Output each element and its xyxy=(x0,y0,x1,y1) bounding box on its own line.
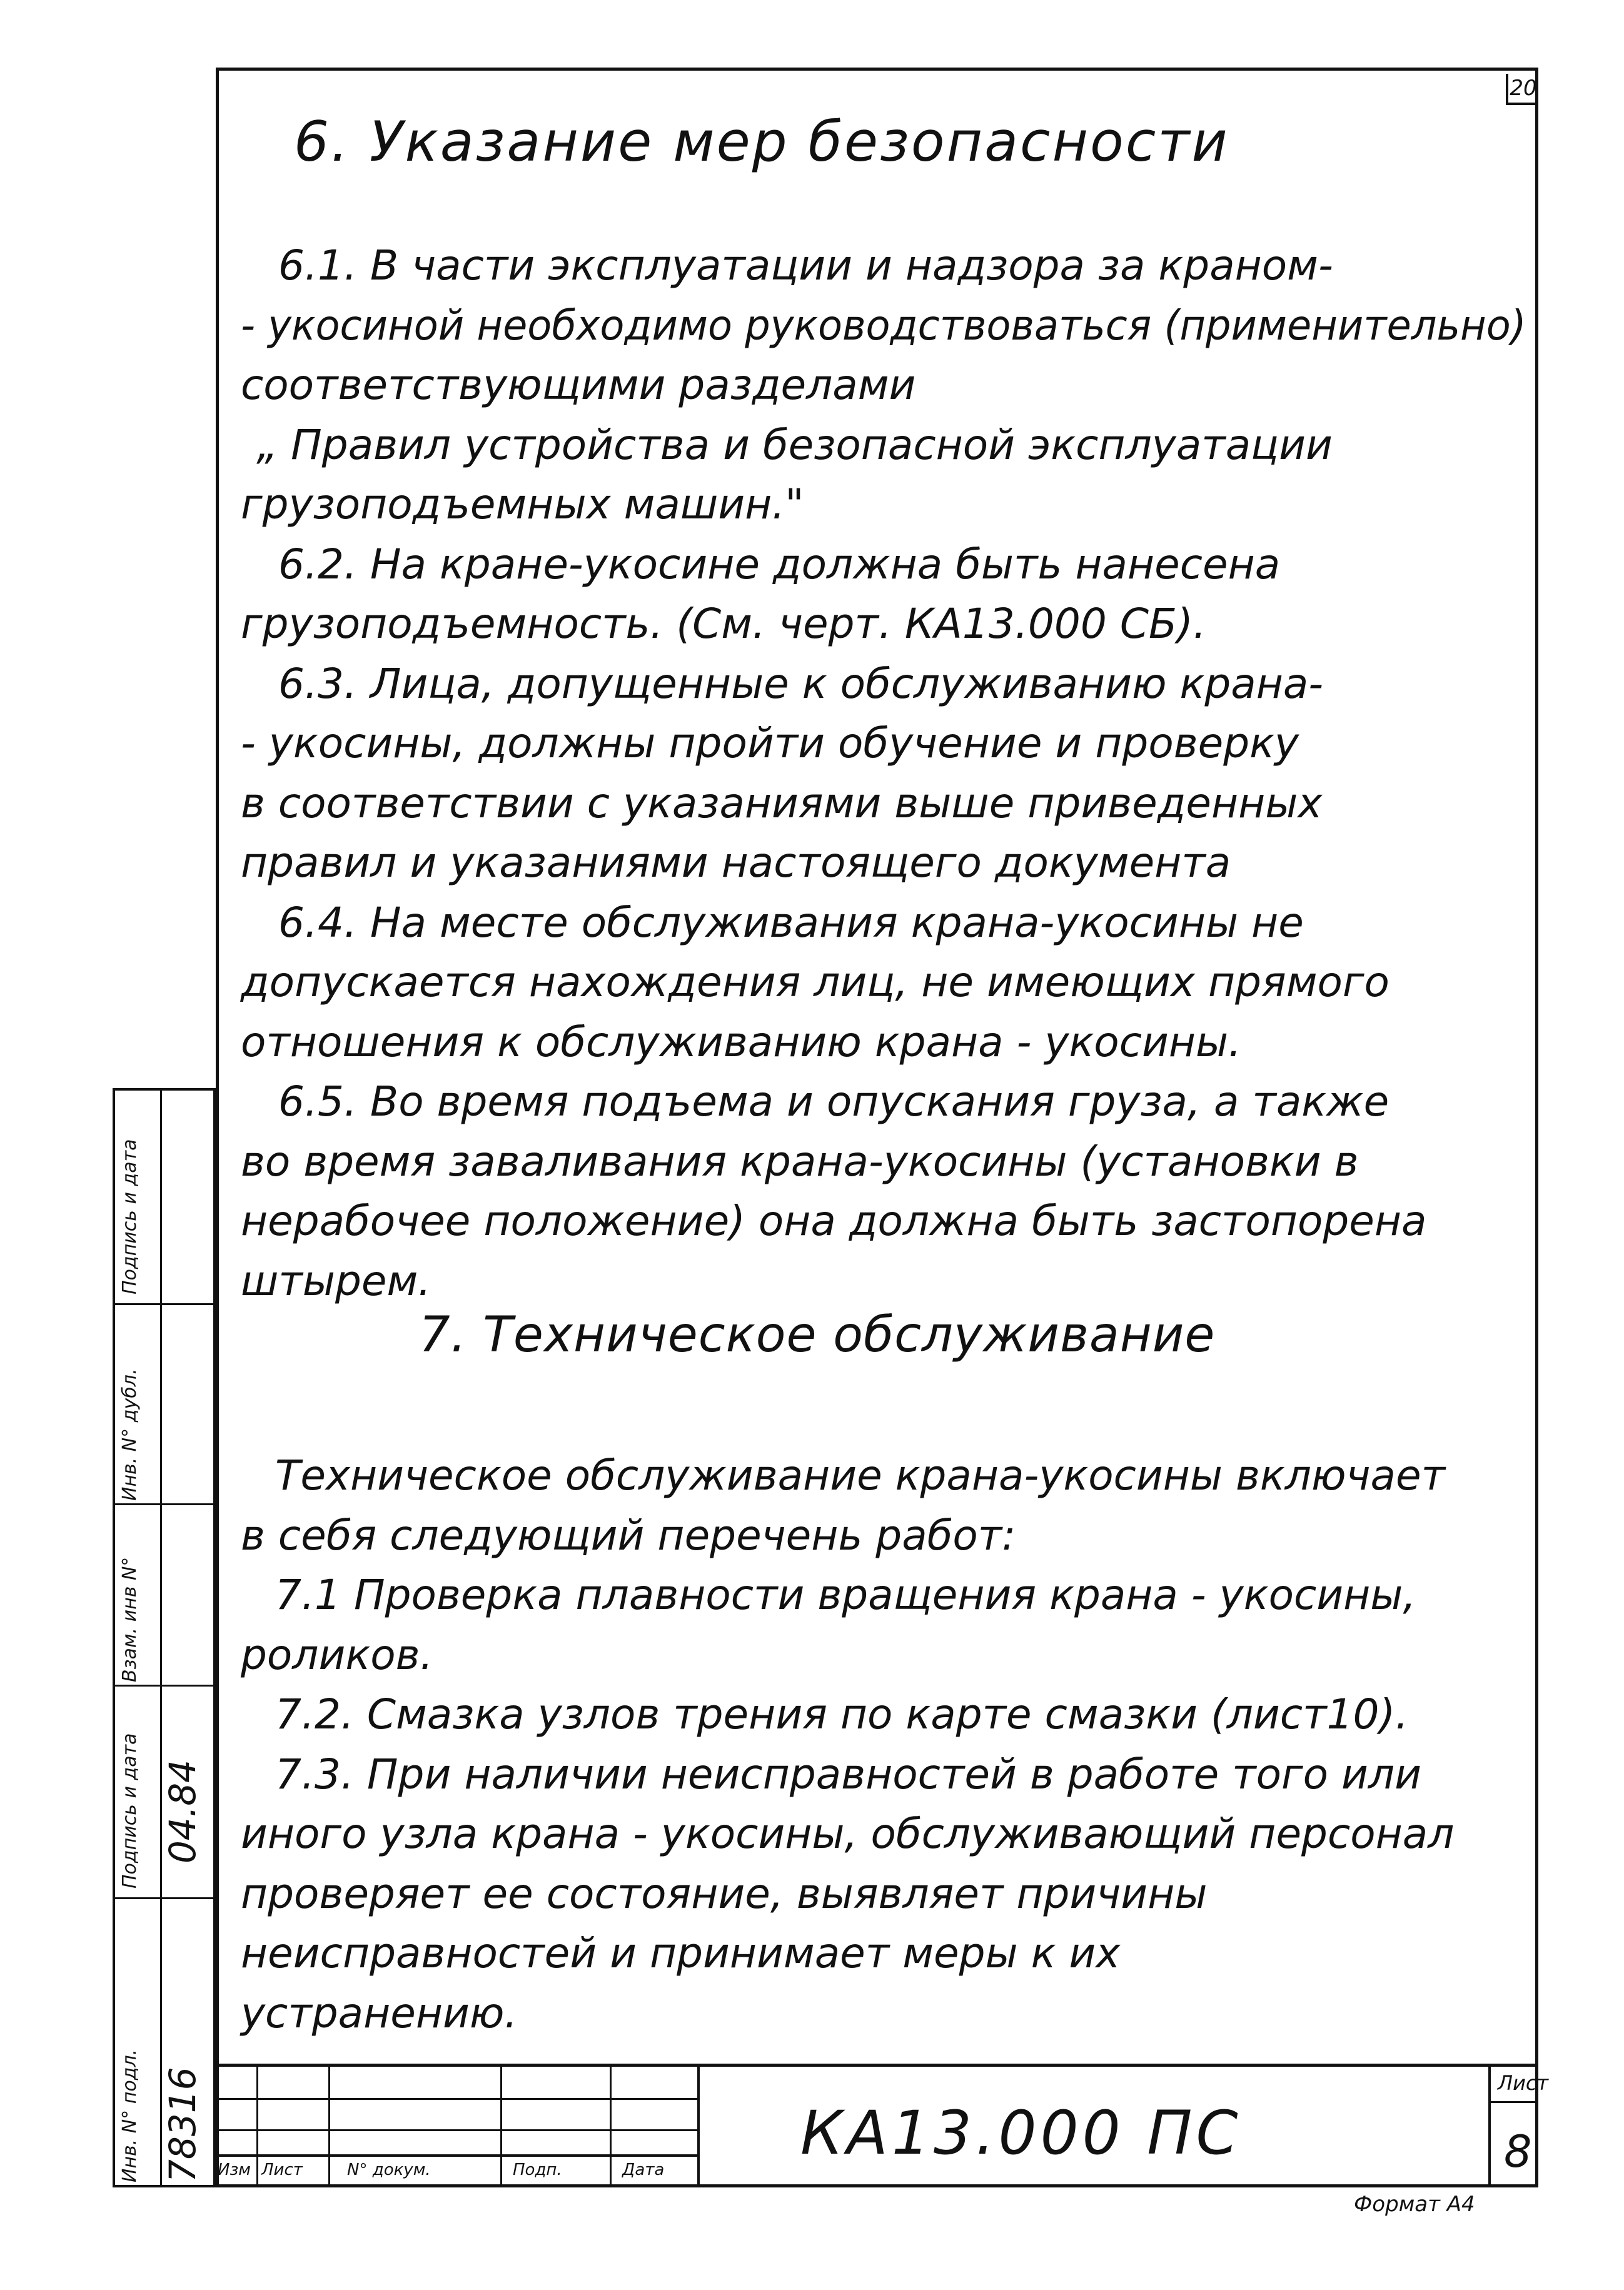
tb-col-docnum: N° докум. xyxy=(347,2161,431,2179)
tb-col-podp: Подп. xyxy=(513,2161,562,2179)
section6-line: - укосины, должны пройти обучение и проверку xyxy=(241,719,1299,767)
section6-line: 6.4. На месте обслуживания крана-укосины не xyxy=(278,898,1304,947)
section7-line: Техническое обслуживание крана-укосины включает xyxy=(275,1451,1446,1500)
document-code: КА13.000 ПС xyxy=(800,2098,1242,2168)
section6-line: штырем. xyxy=(241,1256,431,1305)
section6-line: 6.2. На кране-укосине должна быть нанесена xyxy=(278,540,1281,588)
stamp-label-inv-dubl: Инв. N° дубл. xyxy=(119,1368,141,1501)
section6-line: грузоподъемность. (См. черт. КА13.000 СБ). xyxy=(241,600,1206,648)
section6-title: 6. Указание мер безопасности xyxy=(294,109,1229,174)
section7-line: 7.1 Проверка плавности вращения крана - укосины, xyxy=(275,1571,1416,1619)
section7-line: 7.3. При наличии неисправностей в работе того или xyxy=(275,1750,1421,1798)
corner-page-number: 20 xyxy=(1506,74,1538,105)
format-label: Формат А4 xyxy=(1354,2192,1475,2217)
section6-line: 6.1. В части эксплуатации и надзора за краном- xyxy=(278,241,1333,290)
sheet-number: 8 xyxy=(1504,2126,1532,2177)
section6-line: нерабочее положение) она должна быть застопорена xyxy=(241,1197,1427,1245)
section7-line: проверяет ее состояние, выявляет причины xyxy=(241,1869,1208,1918)
section6-line: отношения к обслуживанию крана - укосины. xyxy=(241,1017,1242,1066)
tb-col-data: Дата xyxy=(622,2161,665,2179)
section7-line: роликов. xyxy=(241,1630,433,1679)
section6-line: соответствующими разделами xyxy=(241,361,916,409)
section6-line: правил и указаниями настоящего документа xyxy=(241,839,1231,887)
section7-line: в себя следующий перечень работ: xyxy=(241,1511,1016,1560)
section6-line: 6.3. Лица, допущенные к обслуживанию крана- xyxy=(278,659,1324,708)
stamp-inv-number: 78316 xyxy=(161,2067,204,2182)
section6-line: допускается нахождения лиц, не имеющих прямого xyxy=(241,958,1389,1006)
section6-line: грузоподъемных машин." xyxy=(241,480,804,528)
section7-title: 7. Техническое обслуживание xyxy=(419,1307,1216,1363)
tb-col-izm: Изм xyxy=(218,2161,251,2179)
tb-col-list: Лист xyxy=(261,2161,303,2179)
sheet-label: Лист xyxy=(1498,2071,1549,2095)
section6-line: в соответствии с указаниями выше приведенных xyxy=(241,779,1323,827)
stamp-label-podpis-2: Подпись и дата xyxy=(119,1139,141,1294)
section7-line: неисправностей и принимает меры к их xyxy=(241,1929,1121,1977)
stamp-label-podpis-1: Подпись и дата xyxy=(119,1733,141,1889)
section6-line: - укосиной необходимо руководствоваться (применительно) xyxy=(241,301,1526,350)
section7-line: устранению. xyxy=(241,1989,518,2037)
section7-line: иного узла крана - укосины, обслуживающий персонал xyxy=(241,1810,1455,1858)
stamp-label-vzam-inv: Взам. инв N° xyxy=(119,1556,141,1682)
section6-line: 6.5. Во время подъема и опускания груза, а также xyxy=(278,1077,1389,1126)
section6-line: во время заваливания крана-укосины (установки в xyxy=(241,1137,1359,1186)
stamp-signature-date: 04.84 xyxy=(161,1759,204,1864)
section7-line: 7.2. Смазка узлов трения по карте смазки (лист10). xyxy=(275,1690,1409,1738)
section6-line: „ Правил устройства и безопасной эксплуатации xyxy=(256,420,1333,469)
stamp-label-inv-podl: Инв. N° подл. xyxy=(119,2049,141,2182)
